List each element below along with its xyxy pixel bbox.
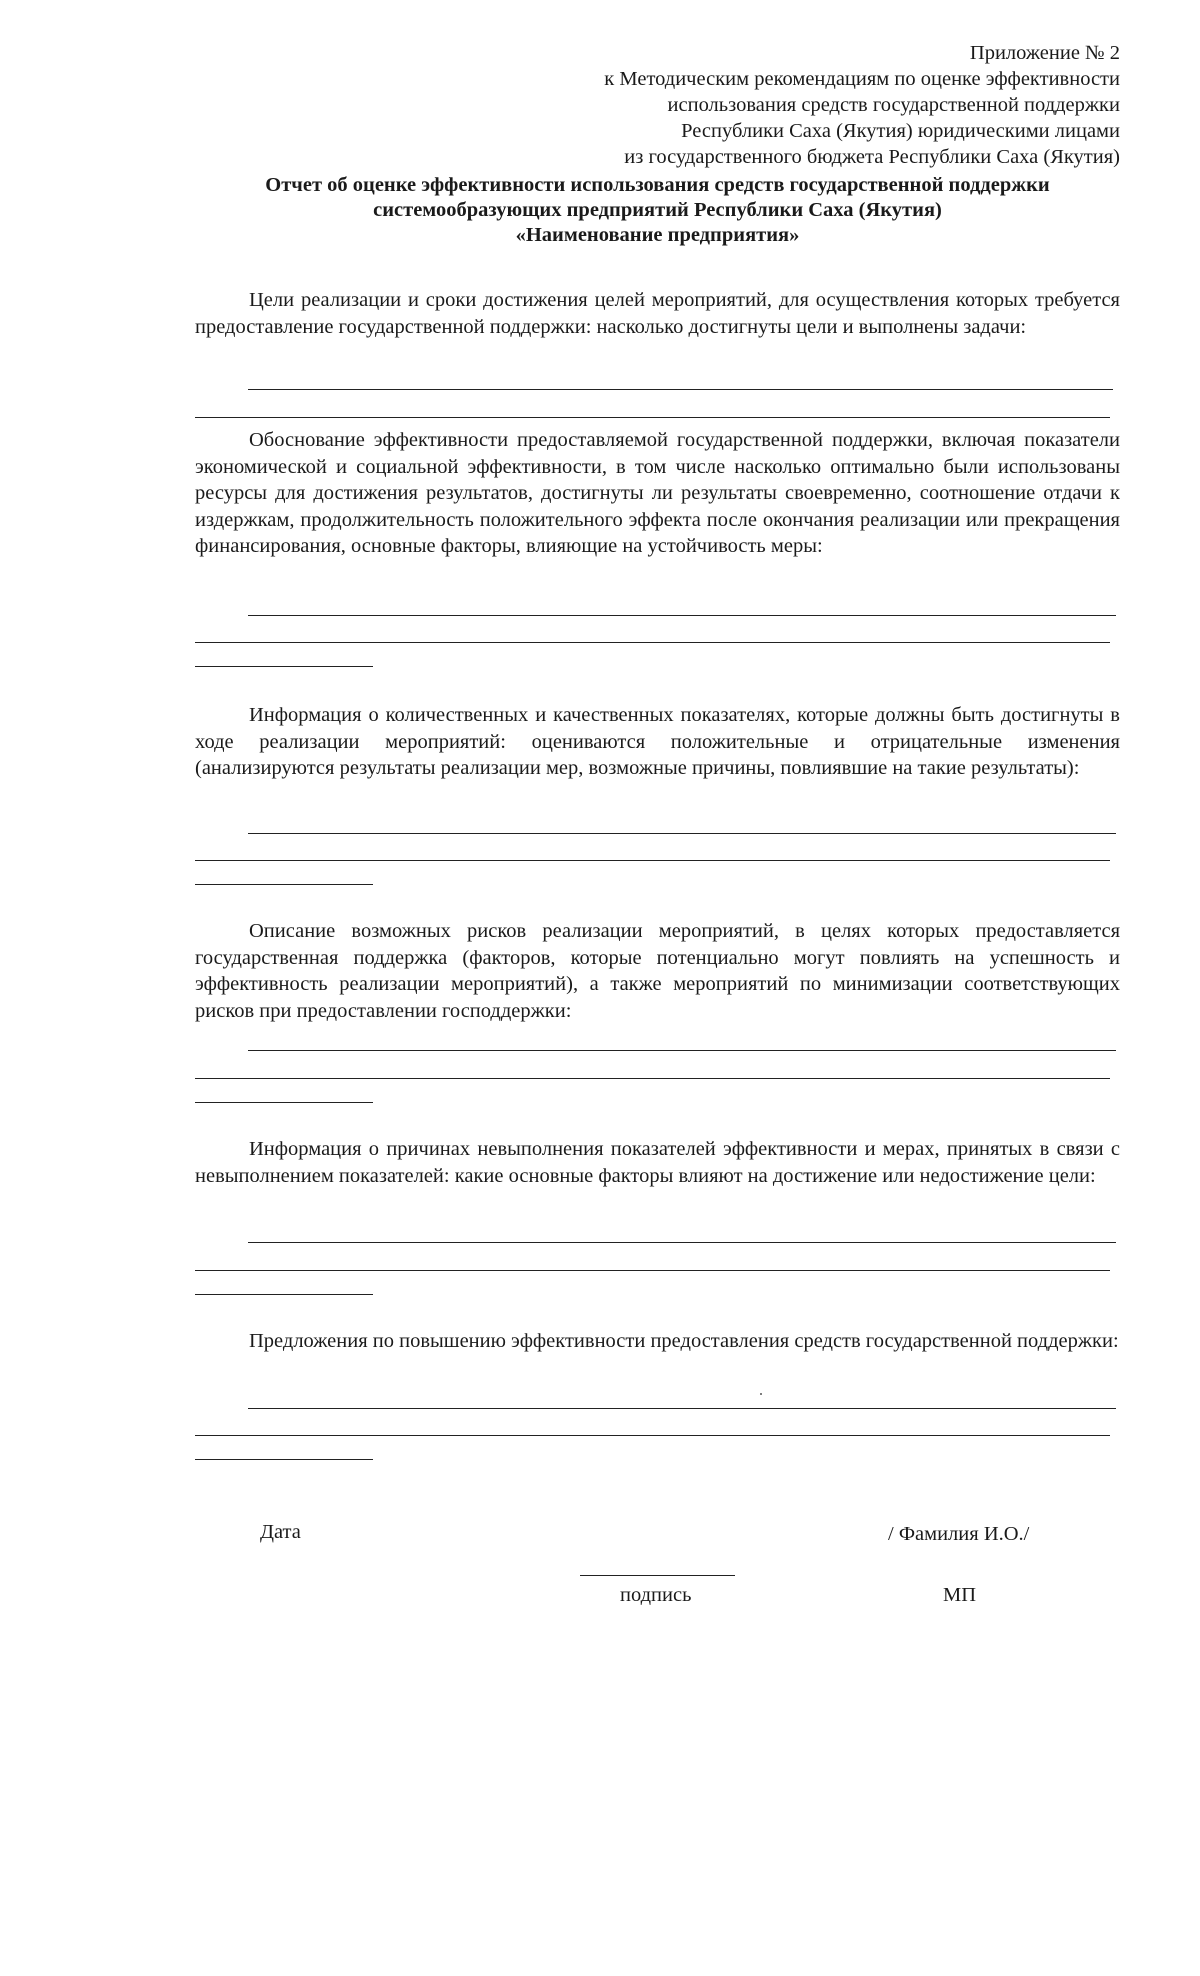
name-label: / Фамилия И.О./ xyxy=(888,1523,1030,1545)
answer-line xyxy=(195,884,373,885)
answer-line xyxy=(248,389,1113,390)
header-line: Приложение № 2 xyxy=(969,42,1120,64)
answer-line xyxy=(248,833,1116,834)
section-proposals: Предложения по повышению эффективности предоставления средств государственной поддержки: xyxy=(249,1330,1119,1352)
stamp-label: МП xyxy=(943,1584,977,1606)
answer-line xyxy=(195,1294,373,1295)
signature-line xyxy=(580,1575,735,1576)
header-line: из государственного бюджета Республики Саха (Якутия) xyxy=(624,146,1120,168)
answer-line xyxy=(248,615,1116,616)
answer-line xyxy=(248,1408,1116,1409)
report-title xyxy=(195,173,1120,248)
title-line: Отчет об оценке эффективности использования средств государственной поддержки xyxy=(265,174,1050,196)
header-line: к Методическим рекомендациям по оценке эффективности xyxy=(604,68,1120,90)
scan-speck xyxy=(760,1393,762,1395)
answer-line xyxy=(195,1435,1110,1436)
answer-line xyxy=(248,1242,1116,1243)
date-label: Дата xyxy=(260,1521,301,1543)
header-line: использования средств государственной поддержки xyxy=(667,94,1120,116)
section-indicators: Информация о количественных и качественных показателях, которые должны быть достигнуты в ходе реализации мероприятий: оцениваются положительные и отрицательные изменения (анализируются результаты реализации мер, возможные причины, повлиявшие на такие результаты): xyxy=(195,704,1120,779)
header-line: Республики Саха (Якутия) юридическими лицами xyxy=(681,120,1120,142)
answer-line xyxy=(195,1078,1110,1079)
section-risks: Описание возможных рисков реализации мероприятий, в целях которых предоставляется государственная поддержка (факторов, которые потенциально могут повлиять на успешность и эффективность реализации мероприятий), а также мероприятий по минимизации соответствующих рисков при предоставлении господдержки: xyxy=(195,920,1120,1022)
signature-label: подпись xyxy=(620,1584,692,1606)
title-line: системообразующих предприятий Республики Саха (Якутия) xyxy=(373,199,942,221)
section-efficiency-justification: Обоснование эффективности предоставляемой государственной поддержки, включая показатели экономической и социальной эффективности, в том числе насколько оптимально были использованы ресурсы для достижения результатов, достигнуты ли результаты своевременно, соотношение отдачи к издержкам, продолжительность положительного эффекта после окончания реализации или прекращения финансирования, основные факторы, влияющие на устойчивость меры: xyxy=(195,429,1120,557)
title-line: «Наименование предприятия» xyxy=(515,224,800,246)
answer-line xyxy=(195,417,1110,418)
answer-line xyxy=(195,666,373,667)
answer-line xyxy=(195,642,1110,643)
appendix-header xyxy=(420,40,1120,170)
answer-line xyxy=(195,860,1110,861)
section-nonfulfillment: Информация о причинах невыполнения показателей эффективности и мерах, принятых в связи с невыполнением показателей: какие основные факторы влияют на достижение или недостижение цели: xyxy=(195,1138,1120,1187)
answer-line xyxy=(195,1270,1110,1271)
answer-line xyxy=(195,1102,373,1103)
answer-line xyxy=(195,1459,373,1460)
section-goals: Цели реализации и сроки достижения целей мероприятий, для осуществления которых требуется предоставление государственной поддержки: насколько достигнуты цели и выполнены задачи: xyxy=(195,289,1120,338)
answer-line xyxy=(248,1050,1116,1051)
